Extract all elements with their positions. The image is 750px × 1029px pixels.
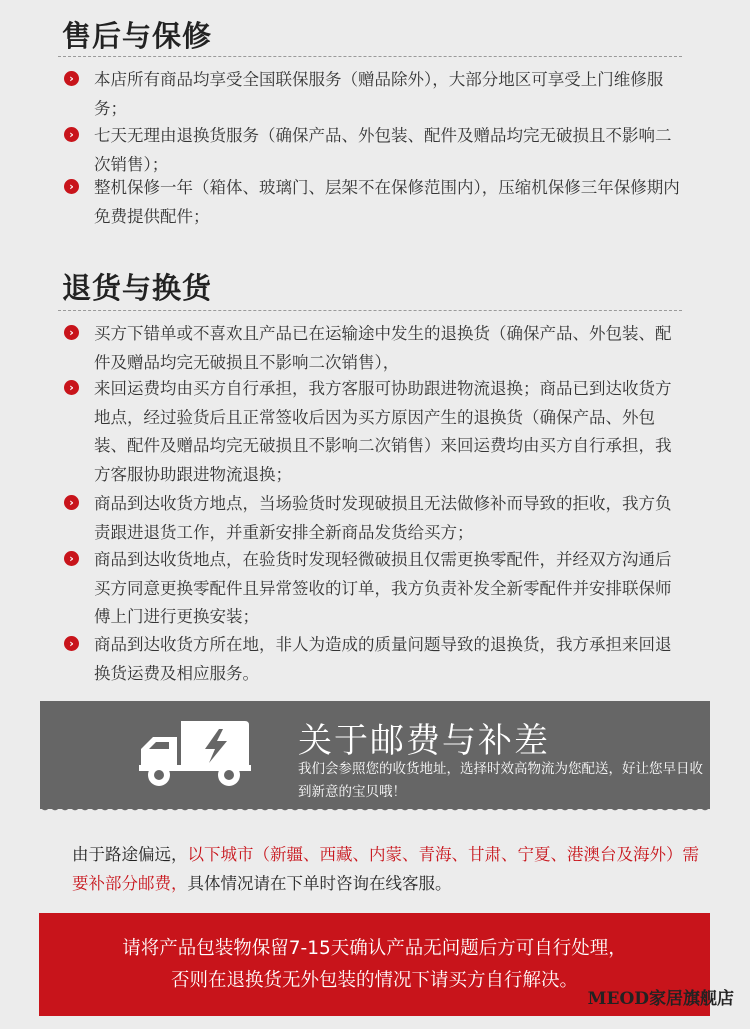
chevron-right-icon: › bbox=[64, 495, 79, 510]
chevron-right-icon: › bbox=[64, 179, 79, 194]
chevron-right-icon: › bbox=[64, 380, 79, 395]
packaging-notice-line: 否则在退换货无外包装的情况下请买方自行解决。 bbox=[170, 970, 578, 991]
remote-area-notice bbox=[72, 840, 712, 898]
chevron-right-icon: › bbox=[64, 551, 79, 566]
shipping-fee-banner bbox=[40, 701, 710, 809]
banner-subtitle: 我们会参照您的收货地址，选择时效高物流为您配送，好让您早日收到新意的宝贝哦！ bbox=[298, 761, 703, 800]
store-watermark: MEOD家居旗舰店 bbox=[587, 989, 734, 1009]
after-sales-title: 售后与保修 bbox=[62, 19, 213, 53]
chevron-right-icon: › bbox=[64, 127, 79, 142]
returns-item-text: 商品到达收货方所在地，非人为造成的质量问题导致的退换货，我方承担来回退换货运费及相应服务。 bbox=[94, 635, 672, 683]
notice-highlight: 以下城市（新疆、西藏、内蒙、青海、甘肃、宁夏、港澳台及海外）需要补部分邮费， bbox=[72, 845, 699, 893]
banner-title: 关于邮费与补差 bbox=[298, 721, 550, 761]
chevron-right-icon: › bbox=[64, 71, 79, 86]
returns-title: 退货与换货 bbox=[62, 271, 213, 305]
chevron-right-icon: › bbox=[64, 325, 79, 340]
returns-item-text: 商品到达收货方地点，当场验货时发现破损且无法做修补而导致的拒收，我方负责跟进退货工作，并重新安排全新商品发货给买方； bbox=[94, 494, 672, 542]
after-sales-item-text: 七天无理由退换货服务（确保产品、外包装、配件及赠品均完无破损且不影响二次销售）； bbox=[94, 126, 672, 174]
after-sales-item-text: 整机保修一年（箱体、玻璃门、层架不在保修范围内），压缩机保修三年保修期内免费提供配件； bbox=[94, 178, 680, 226]
notice-text: 具体情况请在下单时咨询在线客服。 bbox=[187, 874, 452, 893]
after-sales-item-text: 本店所有商品均享受全国联保服务（赠品除外），大部分地区可享受上门维修服务； bbox=[94, 70, 664, 118]
returns-item-text: 来回运费均由买方自行承担，我方客服可协助跟进物流退换；商品已到达收货方地点，经过验货后且正常签收后因为买方原因产生的退换货（确保产品、外包装、配件及赠品均完无破损且不影响二次销售）来回运费均由买方自行承担，我方客服协助跟进物流退换； bbox=[94, 379, 672, 484]
notice-text: 由于路途偏远， bbox=[72, 845, 188, 864]
packaging-notice-line: 请将产品包装物保留7-15天确认产品无问题后方可自行处理， bbox=[122, 938, 627, 959]
returns-item-text: 商品到达收货地点，在验货时发现轻微破损且仅需更换零配件，并经双方沟通后买方同意更换零配件且异常签收的订单，我方负责补发全新零配件并安排联保师傅上门进行更换安装； bbox=[94, 550, 672, 627]
section-divider bbox=[58, 56, 682, 57]
chevron-right-icon: › bbox=[64, 636, 79, 651]
banner-scalloped-edge bbox=[40, 806, 710, 812]
delivery-truck-icon bbox=[135, 715, 255, 791]
section-divider bbox=[58, 310, 682, 311]
returns-item-text: 买方下错单或不喜欢且产品已在运输途中发生的退换货（确保产品、外包装、配件及赠品均完无破损且不影响二次销售）， bbox=[94, 324, 672, 372]
